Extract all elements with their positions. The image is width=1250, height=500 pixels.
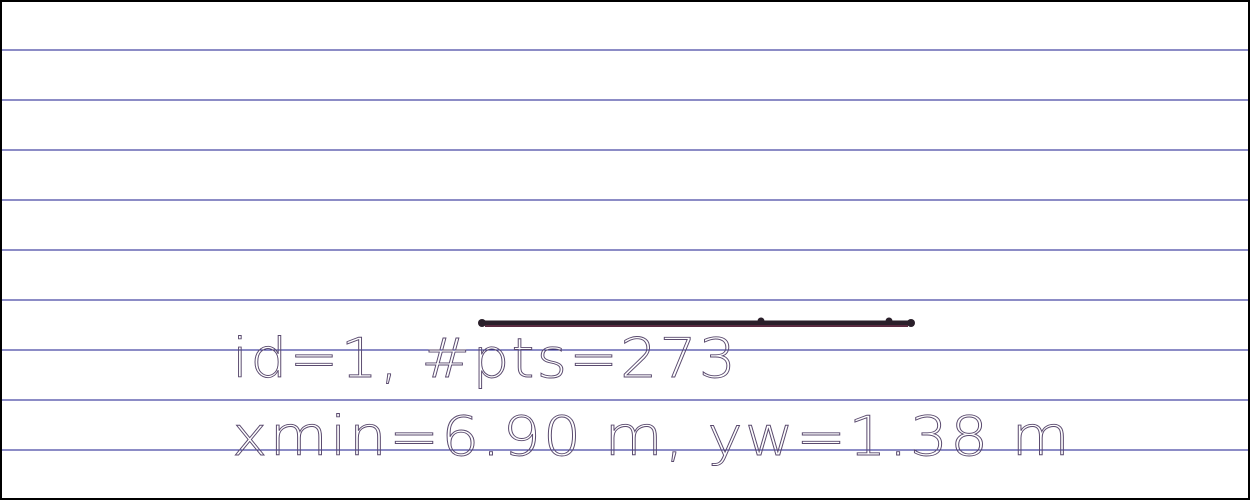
trace-point [758,318,765,325]
trace-start-point [478,319,486,327]
object-id-label: id=1, #pts=273 [232,327,738,390]
trace-end-point [907,319,915,327]
trace-point [886,318,893,325]
object-extent-label: xmin=6.90 m, yw=1.38 m [232,405,1072,468]
